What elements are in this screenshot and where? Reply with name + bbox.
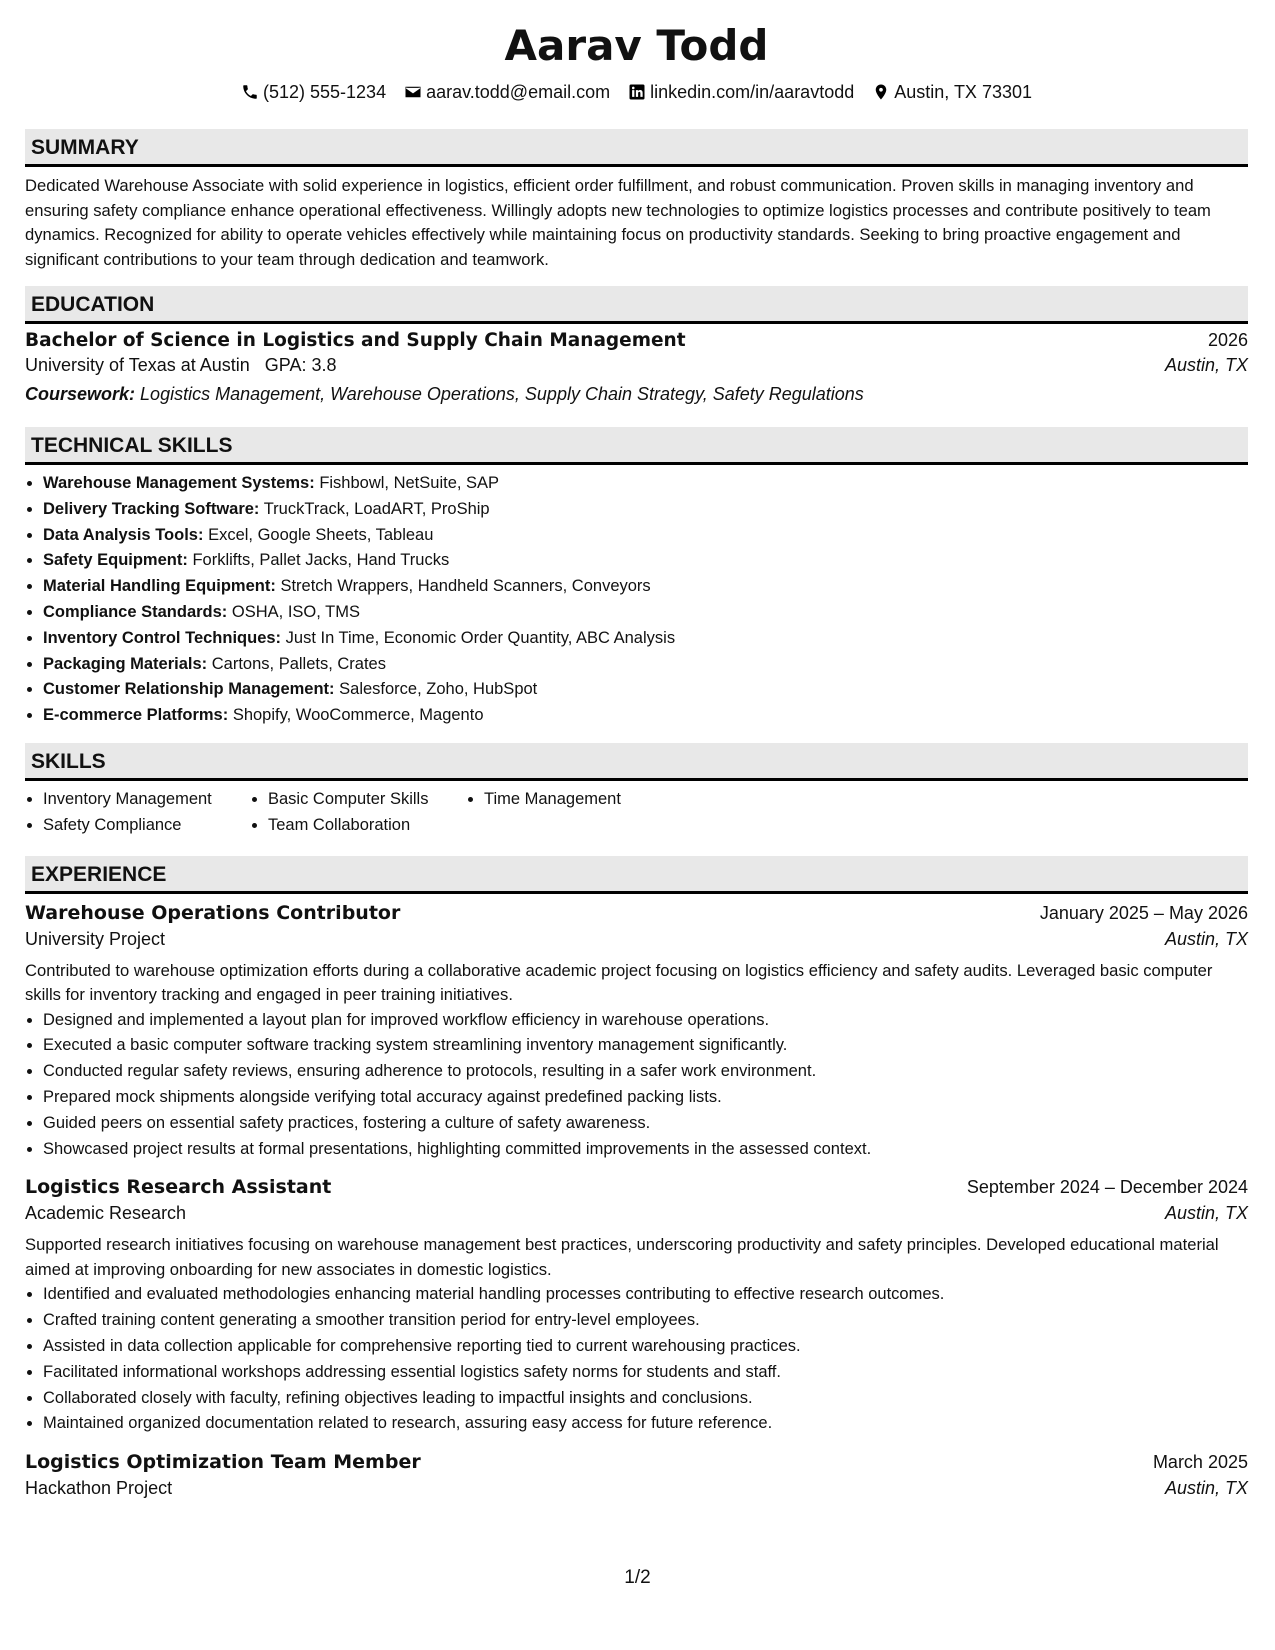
- degree-row: [25, 330, 1248, 351]
- job-dates: September 2024 – December 2024: [966, 1177, 1248, 1198]
- job-title: Warehouse Operations Contributor: [25, 901, 401, 924]
- education-section: [25, 286, 1248, 409]
- job-location: Austin, TX: [1164, 1203, 1248, 1224]
- list-item: • Prepared mock shipments alongside verifying total accuracy against predefined packing lists.: [43, 1085, 1248, 1111]
- list-item: • Facilitated informational workshops addressing essential logistics safety norms for students and staff.: [43, 1360, 1248, 1386]
- section-heading: SUMMARY: [25, 129, 1248, 167]
- school-name: University of Texas at Austin: [25, 355, 250, 375]
- job-header: [25, 1176, 1248, 1198]
- list-item: • Customer Relationship Management: Salesforce, Zoho, HubSpot: [43, 677, 1248, 703]
- contact-email[interactable]: [404, 80, 610, 104]
- section-heading: EDUCATION: [25, 286, 1248, 324]
- job-dates: March 2025: [1152, 1452, 1248, 1473]
- job-bullets: [25, 1282, 1248, 1437]
- technical-skills-list: [25, 471, 1248, 729]
- section-heading: TECHNICAL SKILLS: [25, 427, 1248, 465]
- job-location: Austin, TX: [1164, 1478, 1248, 1499]
- skills-section: [25, 743, 1248, 839]
- gpa: GPA: 3.8: [264, 355, 337, 375]
- job-entry: [25, 1451, 1248, 1504]
- school-row: [25, 351, 1248, 380]
- contact-location: [872, 80, 1032, 104]
- linkedin-url[interactable]: linkedin.com/in/aaravtodd: [650, 82, 855, 102]
- job-subheader: [25, 1198, 1248, 1229]
- job-summary: Contributed to warehouse optimization efforts during a collaborative academic project focusing on logistics efficiency and safety audits. Leveraged basic computer skills for inventory tracking and engaged in peer training initiatives.: [25, 960, 1213, 1005]
- list-item: • Executed a basic computer software tracking system streamlining inventory management significantly.: [43, 1033, 1248, 1059]
- list-item: • Team Collaboration: [268, 813, 458, 839]
- technical-skills-section: [25, 427, 1248, 729]
- list-item: • Data Analysis Tools: Excel, Google Sheets, Tableau: [43, 523, 1248, 549]
- page-number: 1/2: [624, 1567, 651, 1588]
- list-item: • Designed and implemented a layout plan for improved workflow efficiency in warehouse operations.: [43, 1008, 1248, 1034]
- list-item: • Assisted in data collection applicable for comprehensive reporting tied to current warehousing practices.: [43, 1334, 1248, 1360]
- list-item: • Inventory Management: [43, 787, 242, 813]
- section-heading: SKILLS: [25, 743, 1248, 781]
- list-item: • Inventory Control Techniques: Just In Time, Economic Order Quantity, ABC Analysis: [43, 626, 1248, 652]
- contact-linkedin[interactable]: [628, 80, 854, 104]
- coursework-list: Logistics Management, Warehouse Operations, Supply Chain Strategy, Safety Regulations: [140, 384, 864, 404]
- job-org: Academic Research: [25, 1203, 187, 1224]
- job-title: Logistics Research Assistant: [25, 1176, 332, 1199]
- candidate-name: Aarav Todd: [504, 21, 769, 70]
- experience-section: [25, 856, 1248, 1505]
- degree-title: Bachelor of Science in Logistics and Supply Chain Management: [25, 330, 686, 351]
- summary-text: Dedicated Warehouse Associate with solid experience in logistics, efficient order fulfillment, and robust communication. Proven skills in managing inventory and ensuring safety compliance enhance operational effectiveness. Willingly adopts new technologies to optimize logistics processes and contribute positively to team dynamics. Recognized for ability to operate vehicles effectively while maintaining focus on productivity standards. Seeking to bring proactive engagement and significant contributions to your team through dedication and teamwork.: [25, 176, 1211, 269]
- job-entry: [25, 902, 1248, 1163]
- job-subheader: [25, 924, 1248, 955]
- linkedin-icon: [628, 83, 646, 101]
- list-item: • Basic Computer Skills: [268, 787, 458, 813]
- list-item: • Safety Equipment: Forklifts, Pallet Jacks, Hand Trucks: [43, 548, 1248, 574]
- summary-section: [25, 129, 1248, 272]
- job-title: Logistics Optimization Team Member: [25, 1451, 421, 1474]
- job-org: University Project: [25, 928, 166, 949]
- job-dates: January 2025 – May 2026: [1039, 902, 1248, 923]
- job-header: [25, 902, 1248, 924]
- job-entry: [25, 1176, 1248, 1437]
- coursework-line: [25, 380, 1248, 409]
- email-address[interactable]: aarav.todd@email.com: [426, 82, 611, 102]
- list-item: • Identified and evaluated methodologies enhancing material handling processes contributing to effective research outcomes.: [43, 1282, 1248, 1308]
- coursework-label: Coursework:: [25, 384, 136, 404]
- job-subheader: [25, 1473, 1248, 1504]
- list-item: • Maintained organized documentation related to research, assuring easy access for future reference.: [43, 1411, 1248, 1437]
- list-item: • Warehouse Management Systems: Fishbowl, NetSuite, SAP: [43, 471, 1248, 497]
- list-item: • Delivery Tracking Software: TruckTrack, LoadART, ProShip: [43, 497, 1248, 523]
- contact-phone: [241, 80, 386, 104]
- list-item: • Showcased project results at formal presentations, highlighting committed improvements in the assessed context.: [43, 1137, 1248, 1163]
- job-location: Austin, TX: [1164, 928, 1248, 949]
- map-pin-icon: [872, 83, 890, 101]
- location-text: Austin, TX 73301: [894, 82, 1032, 102]
- list-item: • Compliance Standards: OSHA, ISO, TMS: [43, 600, 1248, 626]
- resume-page: [25, 18, 1248, 1504]
- job-summary: Supported research initiatives focusing on warehouse management best practices, underscoring productivity and safety principles. Developed educational material aimed at improving onboarding for new associates in domestic logistics.: [25, 1235, 1219, 1279]
- school-location: Austin, TX: [1164, 355, 1248, 375]
- school-info: [25, 351, 337, 380]
- envelope-icon: [404, 83, 422, 101]
- phone-icon: [241, 83, 259, 101]
- phone-number: (512) 555-1234: [262, 82, 387, 102]
- section-heading: EXPERIENCE: [25, 856, 1248, 894]
- list-item: • Time Management: [484, 787, 678, 813]
- list-item: • Crafted training content generating a smoother transition period for entry-level employees.: [43, 1308, 1248, 1334]
- list-item: • Safety Compliance: [43, 813, 242, 839]
- list-item: • Material Handling Equipment: Stretch Wrappers, Handheld Scanners, Conveyors: [43, 574, 1248, 600]
- list-item: • Conducted regular safety reviews, ensuring adherence to protocols, resulting in a safer work environment.: [43, 1059, 1248, 1085]
- list-item: • Packaging Materials: Cartons, Pallets, Crates: [43, 652, 1248, 678]
- job-bullets: [25, 1008, 1248, 1163]
- list-item: • E-commerce Platforms: Shopify, WooCommerce, Magento: [43, 703, 1248, 729]
- skills-list: [25, 787, 1248, 839]
- list-item: • Collaborated closely with faculty, refining objectives leading to impactful insights and conclusions.: [43, 1386, 1248, 1412]
- graduation-year: 2026: [1207, 330, 1248, 350]
- job-header: [25, 1451, 1248, 1473]
- contact-bar: [25, 80, 1248, 104]
- job-org: Hackathon Project: [25, 1478, 173, 1499]
- list-item: • Guided peers on essential safety practices, fostering a culture of safety awareness.: [43, 1111, 1248, 1137]
